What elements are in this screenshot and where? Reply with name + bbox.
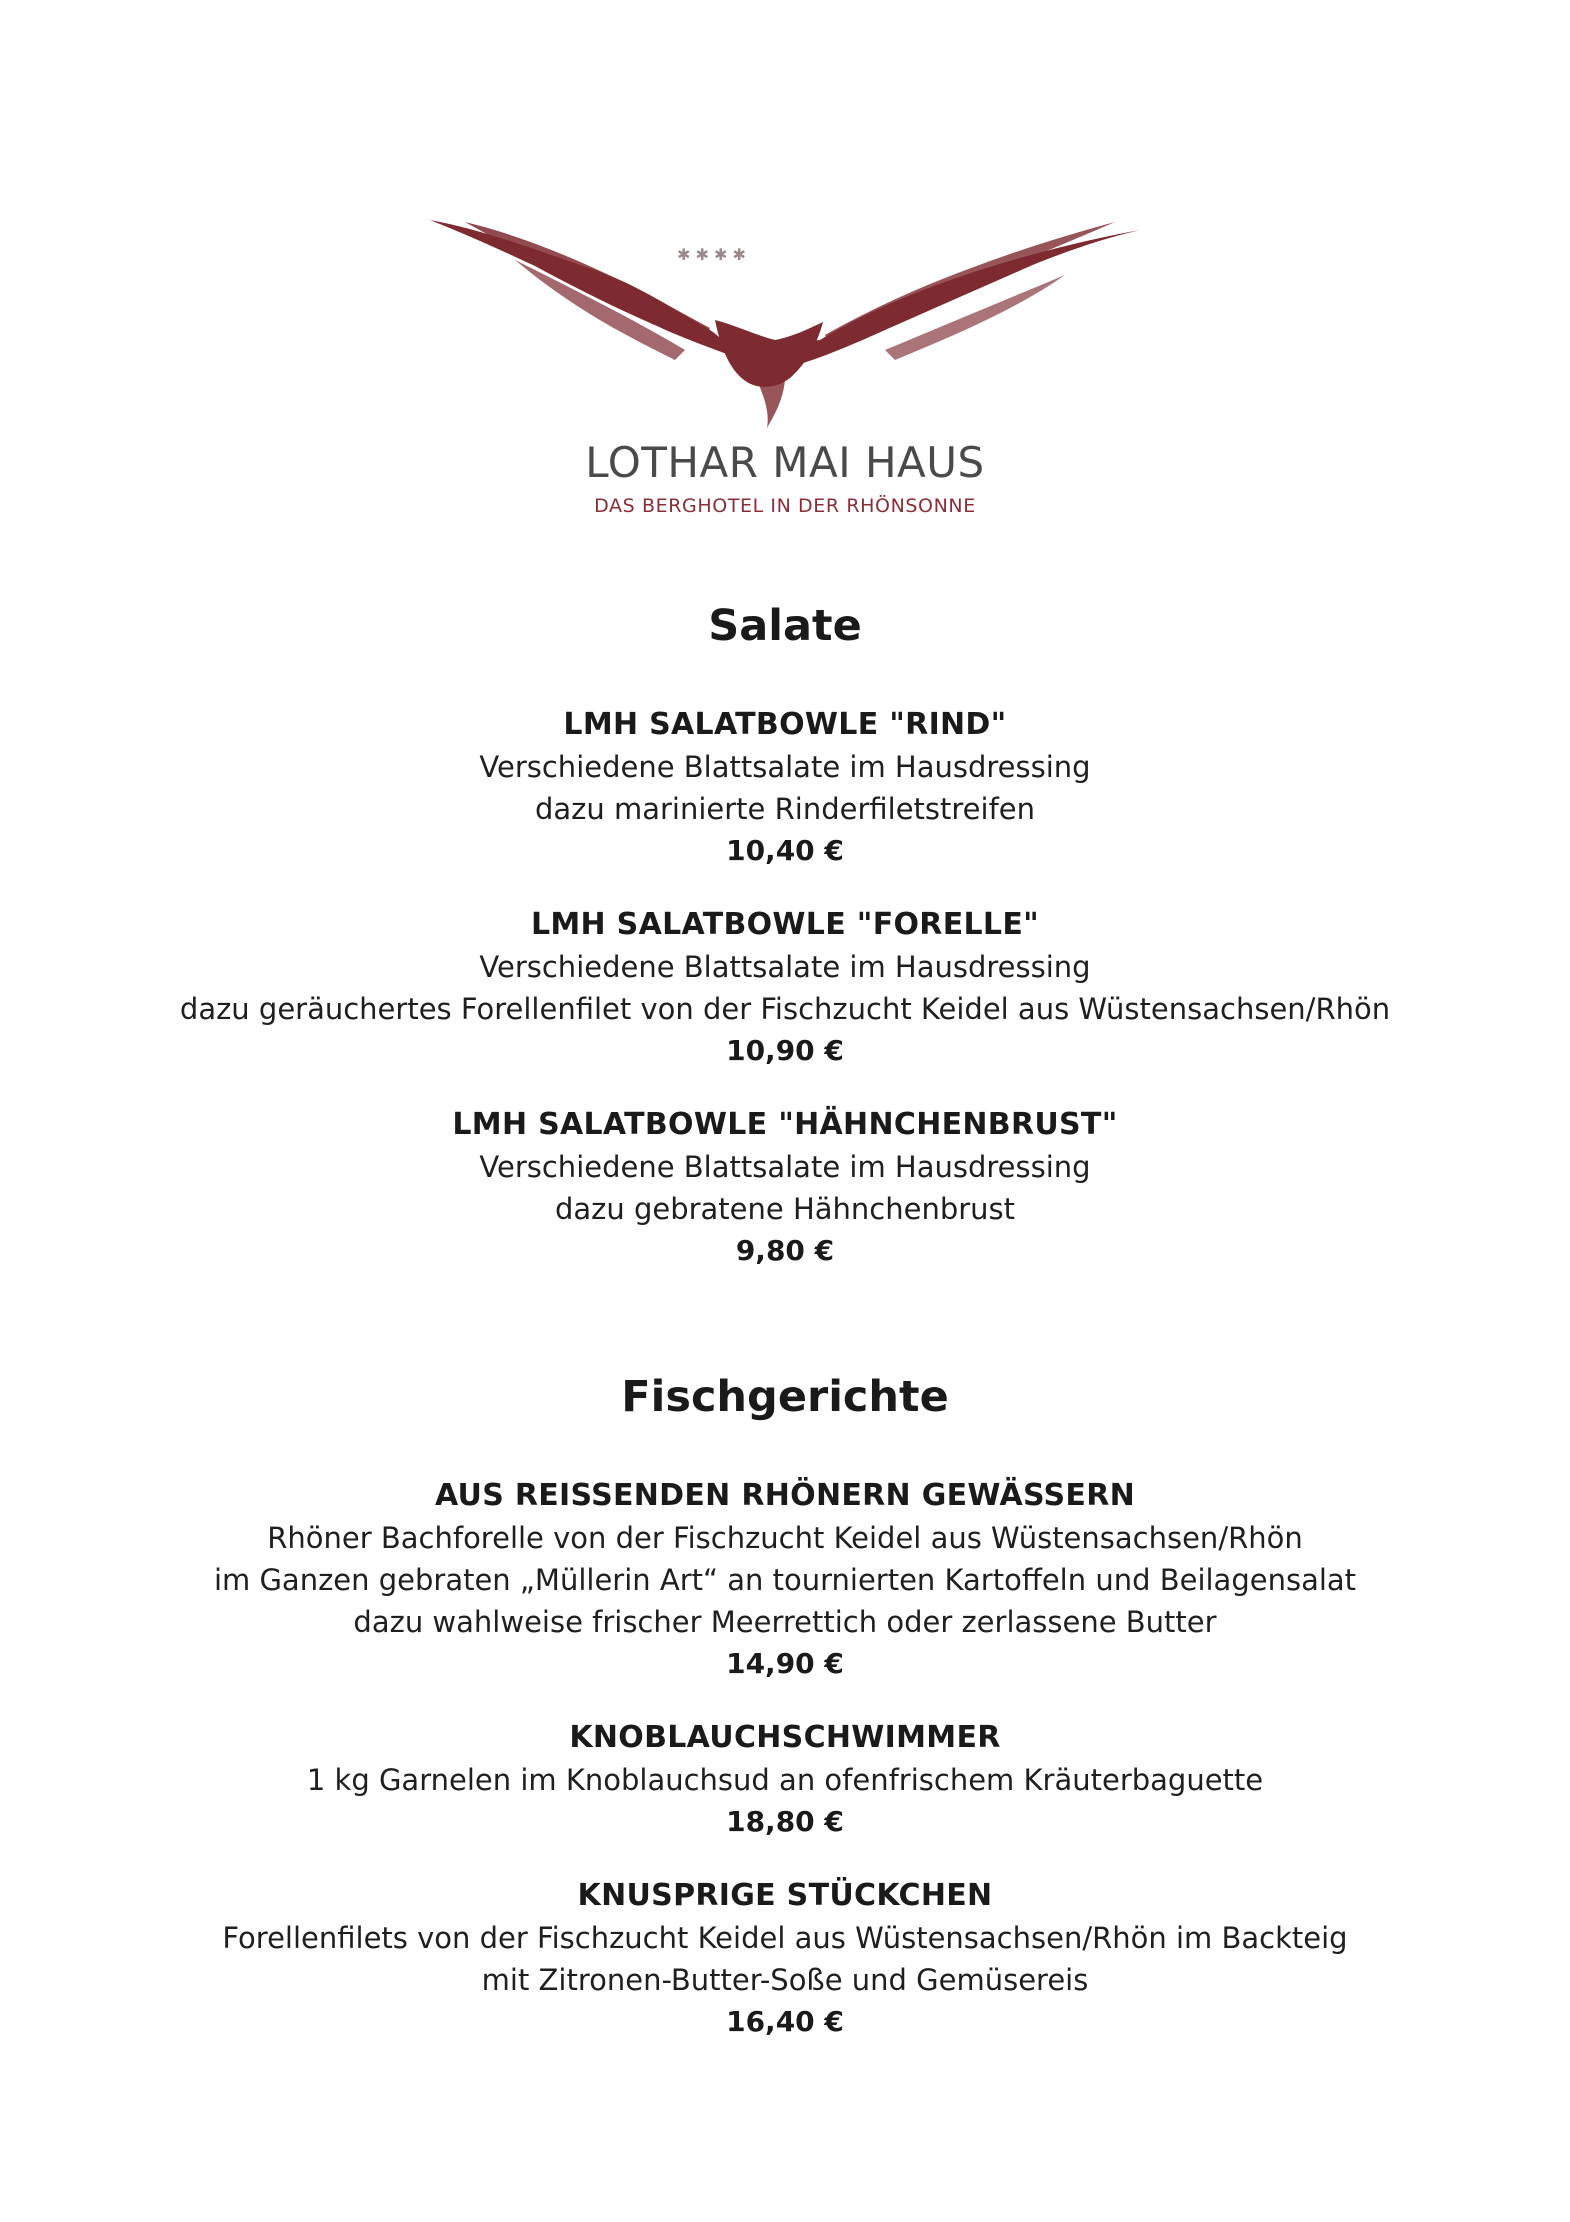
svg-text:✱ ✱ ✱ ✱: ✱ ✱ ✱ ✱ — [677, 245, 746, 264]
item-name: LMH SALATBOWLE "FORELLE" — [530, 907, 1040, 942]
item-name: AUS REISSENDEN RHÖNERN GEWÄSSERN — [434, 1478, 1136, 1513]
hotel-logo — [0, 200, 1570, 530]
item-description: im Ganzen gebraten „Müllerin Art“ an tournierten Kartoffeln und Beilagensalat — [213, 1563, 1357, 1597]
menu-item — [0, 704, 1570, 872]
item-price: 10,90 € — [726, 1034, 844, 1067]
item-description: mit Zitronen-Butter-Soße und Gemüsereis — [481, 1963, 1089, 1997]
item-description: Verschiedene Blattsalate im Hausdressing — [479, 750, 1091, 784]
menu-item — [0, 1717, 1570, 1843]
item-description: dazu wahlweise frischer Meerrettich oder zerlassene Butter — [353, 1605, 1217, 1639]
menu-item — [0, 904, 1570, 1072]
item-description: dazu gebratene Hähnchenbrust — [554, 1192, 1016, 1226]
item-name: KNOBLAUCHSCHWIMMER — [569, 1720, 1001, 1755]
eagle-logo-icon — [425, 200, 1145, 430]
item-description: dazu geräuchertes Forellenfilet von der Fischzucht Keidel aus Wüstensachsen/Rhön — [179, 992, 1391, 1026]
item-price: 14,90 € — [726, 1647, 844, 1680]
item-name: LMH SALATBOWLE "HÄHNCHENBRUST" — [452, 1107, 1118, 1142]
item-description: Verschiedene Blattsalate im Hausdressing — [479, 1150, 1091, 1184]
section-title: Fischgerichte — [621, 1372, 949, 1422]
stars-icon — [677, 245, 746, 264]
item-price: 10,40 € — [726, 834, 844, 867]
item-name: LMH SALATBOWLE "RIND" — [563, 707, 1007, 742]
hotel-name: LOTHAR MAI HAUS — [585, 438, 985, 487]
menu-item — [0, 1875, 1570, 2043]
section-fischgerichte — [0, 1367, 1570, 2043]
item-description: Verschiedene Blattsalate im Hausdressing — [479, 950, 1091, 984]
section-title: Salate — [708, 601, 862, 651]
item-description: Rhöner Bachforelle von der Fischzucht Keidel aus Wüstensachsen/Rhön — [267, 1521, 1303, 1555]
menu-content — [0, 596, 1570, 2075]
section-items — [0, 1475, 1570, 2043]
section-salate — [0, 596, 1570, 1272]
item-name: KNUSPRIGE STÜCKCHEN — [577, 1878, 993, 1913]
menu-item — [0, 1475, 1570, 1685]
item-price: 16,40 € — [726, 2005, 844, 2038]
item-description: dazu marinierte Rinderfiletstreifen — [534, 792, 1036, 826]
item-description: 1 kg Garnelen im Knoblauchsud an ofenfrischem Kräuterbaguette — [306, 1763, 1264, 1797]
hotel-tagline: DAS BERGHOTEL IN DER RHÖNSONNE — [594, 495, 976, 517]
item-description: Forellenfilets von der Fischzucht Keidel aus Wüstensachsen/Rhön im Backteig — [222, 1921, 1348, 1955]
section-items — [0, 704, 1570, 1272]
item-price: 18,80 € — [726, 1805, 844, 1838]
menu-item — [0, 1104, 1570, 1272]
item-price: 9,80 € — [735, 1234, 835, 1267]
